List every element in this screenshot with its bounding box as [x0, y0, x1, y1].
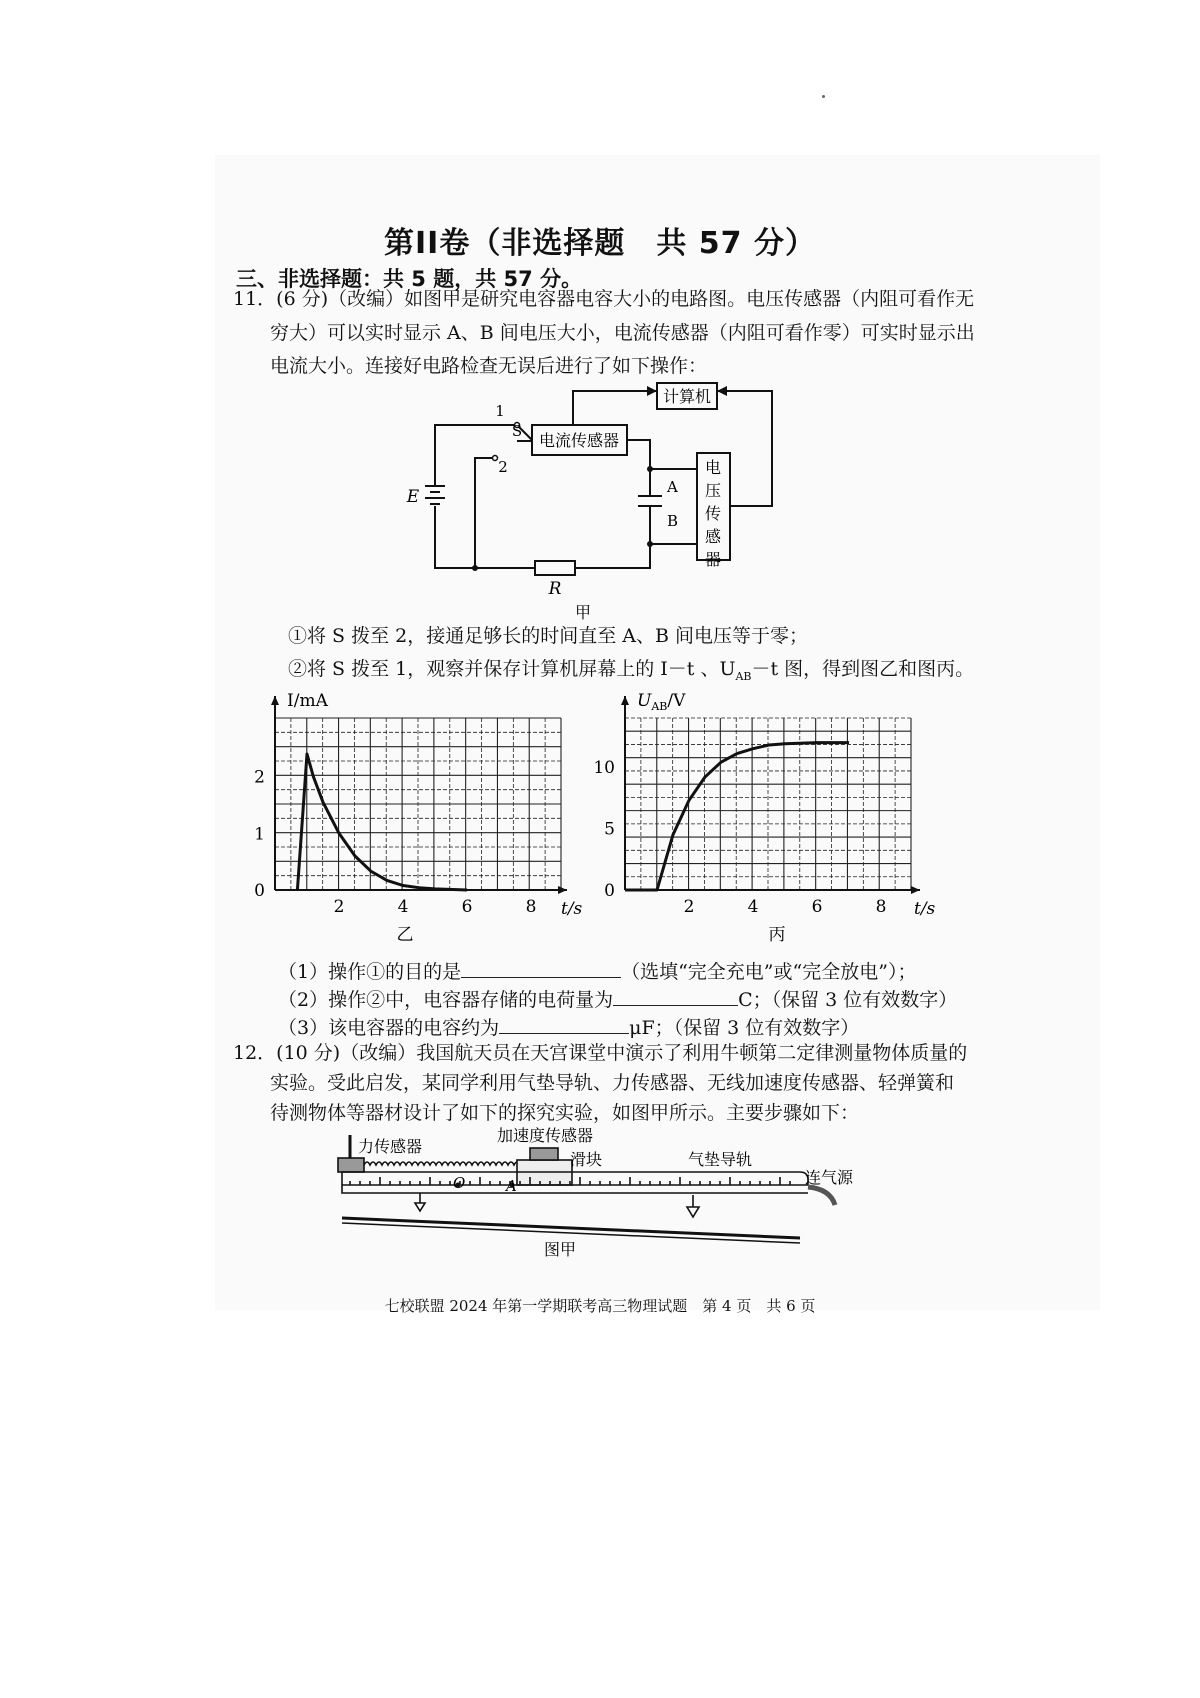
x-tick-label: 6 [811, 897, 823, 917]
y-tick-label: 1 [254, 824, 265, 845]
q11-sub-1 [278, 957, 916, 984]
q11-step-2-text: ②将 S 拨至 1，观察并保存计算机屏幕上的 I－t 、$U_{AB}-t$ 图，得到图乙和图丙。 [288, 658, 975, 683]
x-axis-arrow [558, 886, 567, 894]
q11-step-2 [288, 658, 974, 683]
y-tick-label: 5 [604, 819, 615, 840]
q12-line-3: 待测物体等器材设计了如下的探究实验，如图甲所示。主要步骤如下： [270, 1102, 860, 1124]
voltage-sensor-char: 电 [704, 458, 722, 477]
x-tick-label: 2 [683, 897, 695, 917]
force-sensor-label: 力传感器 [358, 1137, 423, 1156]
x-axis-label: t/s [561, 899, 583, 919]
answer-blank-2[interactable] [613, 987, 738, 1006]
x-tick-label: 4 [397, 897, 409, 917]
current-time-chart [255, 688, 585, 948]
position-2-label: 2 [498, 458, 508, 476]
voltage-sensor-char: 传 [704, 504, 722, 523]
origin-label: 0 [254, 881, 265, 901]
q11-sub-3-prefix: （3）该电容器的电容约为 [278, 1017, 500, 1039]
y-tick-label: 10 [593, 758, 615, 779]
y-axis-arrow [271, 696, 279, 705]
y-tick-label: 2 [254, 767, 265, 788]
resistor-label: R [548, 579, 562, 599]
q11-sub-1-suffix: （选填“完全充电”或“完全放电”）； [621, 961, 917, 983]
x-tick-label: 8 [875, 897, 887, 917]
x-tick-label: 2 [333, 897, 345, 917]
page-footer: 七校联盟 2024 年第一学期联考高三物理试题 第 4 页 共 6 页 [384, 1297, 816, 1315]
x-tick-label: 8 [525, 897, 537, 917]
section-title: 第II卷（非选择题 共 57 分） [384, 226, 816, 261]
x-axis-label: t/s [914, 899, 936, 919]
chart-caption: 乙 [396, 925, 414, 945]
chart-caption: 丙 [768, 925, 786, 945]
resistor [535, 561, 575, 575]
slider-label: 滑块 [570, 1150, 603, 1169]
q11-sub-1-prefix: （1）操作①的目的是 [278, 961, 462, 983]
position-1-label: 1 [495, 402, 505, 420]
force-sensor-block [338, 1158, 364, 1172]
origin-label: 0 [604, 881, 615, 901]
q11-step-1: ①将 S 拨至 2，接通足够长的时间直至 A、B 间电压等于零； [288, 625, 808, 647]
q11-line-3: 电流大小。连接好电路检查无误后进行了如下操作： [270, 355, 708, 377]
computer-label: 计算机 [662, 387, 712, 406]
voltage-sensor-label [705, 458, 721, 569]
capacitor-a-label: A [667, 478, 678, 496]
switch-label: S [511, 422, 523, 440]
point-a-label: A [506, 1177, 517, 1195]
accel-sensor-label: 加速度传感器 [496, 1126, 594, 1145]
answer-blank-1[interactable] [461, 959, 621, 978]
air-track-label: 气垫导轨 [688, 1150, 753, 1169]
circuit-diagram [395, 378, 795, 623]
voltage-sensor-char: 压 [704, 481, 722, 500]
q11-sub-3-suffix: μF；（保留 3 位有效数字） [629, 1017, 860, 1039]
scan-speck [822, 95, 825, 98]
part-heading: 三、非选择题：共 5 题，共 57 分。 [236, 267, 583, 291]
point-o-label: O [453, 1174, 466, 1192]
y-axis-label: $U_{AB}/V$ [637, 691, 686, 713]
voltage-sensor-char: 器 [704, 550, 722, 569]
q12-line-1: 12．(10 分)（改编）我国航天员在天宫课堂中演示了利用牛顿第二定律测量物体质量的 [233, 1042, 968, 1064]
air-track-caption: 图甲 [543, 1240, 577, 1259]
x-tick-label: 4 [747, 897, 759, 917]
q11-sub-2 [278, 985, 957, 1012]
air-track-diagram [330, 1125, 870, 1260]
circuit-caption: 甲 [574, 603, 592, 622]
voltage-time-chart [593, 688, 945, 948]
accel-sensor-block [530, 1148, 558, 1160]
answer-blank-3[interactable] [499, 1015, 629, 1034]
battery-label: E [406, 487, 420, 507]
q11-sub-2-suffix: C；（保留 3 位有效数字） [738, 989, 958, 1011]
q11-sub-3 [278, 1013, 859, 1040]
voltage-sensor-char: 感 [704, 527, 722, 546]
q12-line-2: 实验。受此启发，某同学利用气垫导轨、力传感器、无线加速度传感器、轻弹簧和 [270, 1072, 955, 1094]
q11-sub-2-prefix: （2）操作②中，电容器存储的电荷量为 [278, 989, 614, 1011]
u-ab-symbol: $U_{AB}$ [719, 658, 752, 683]
x-axis-arrow [911, 886, 920, 894]
current-sensor-label: 电流传感器 [538, 431, 620, 450]
q11-line-1: 11．(6 分)（改编）如图甲是研究电容器电容大小的电路图。电压传感器（内阻可看作无 [233, 288, 975, 310]
y-axis-label: I/mA [287, 691, 328, 711]
y-axis-arrow [621, 696, 629, 705]
capacitor-b-label: B [667, 512, 679, 530]
q11-line-2: 穷大）可以实时显示 A、B 间电压大小，电流传感器（内阻可看作零）可实时显示出 [270, 322, 975, 344]
x-tick-label: 6 [461, 897, 473, 917]
air-source-label: 连气源 [805, 1168, 854, 1187]
